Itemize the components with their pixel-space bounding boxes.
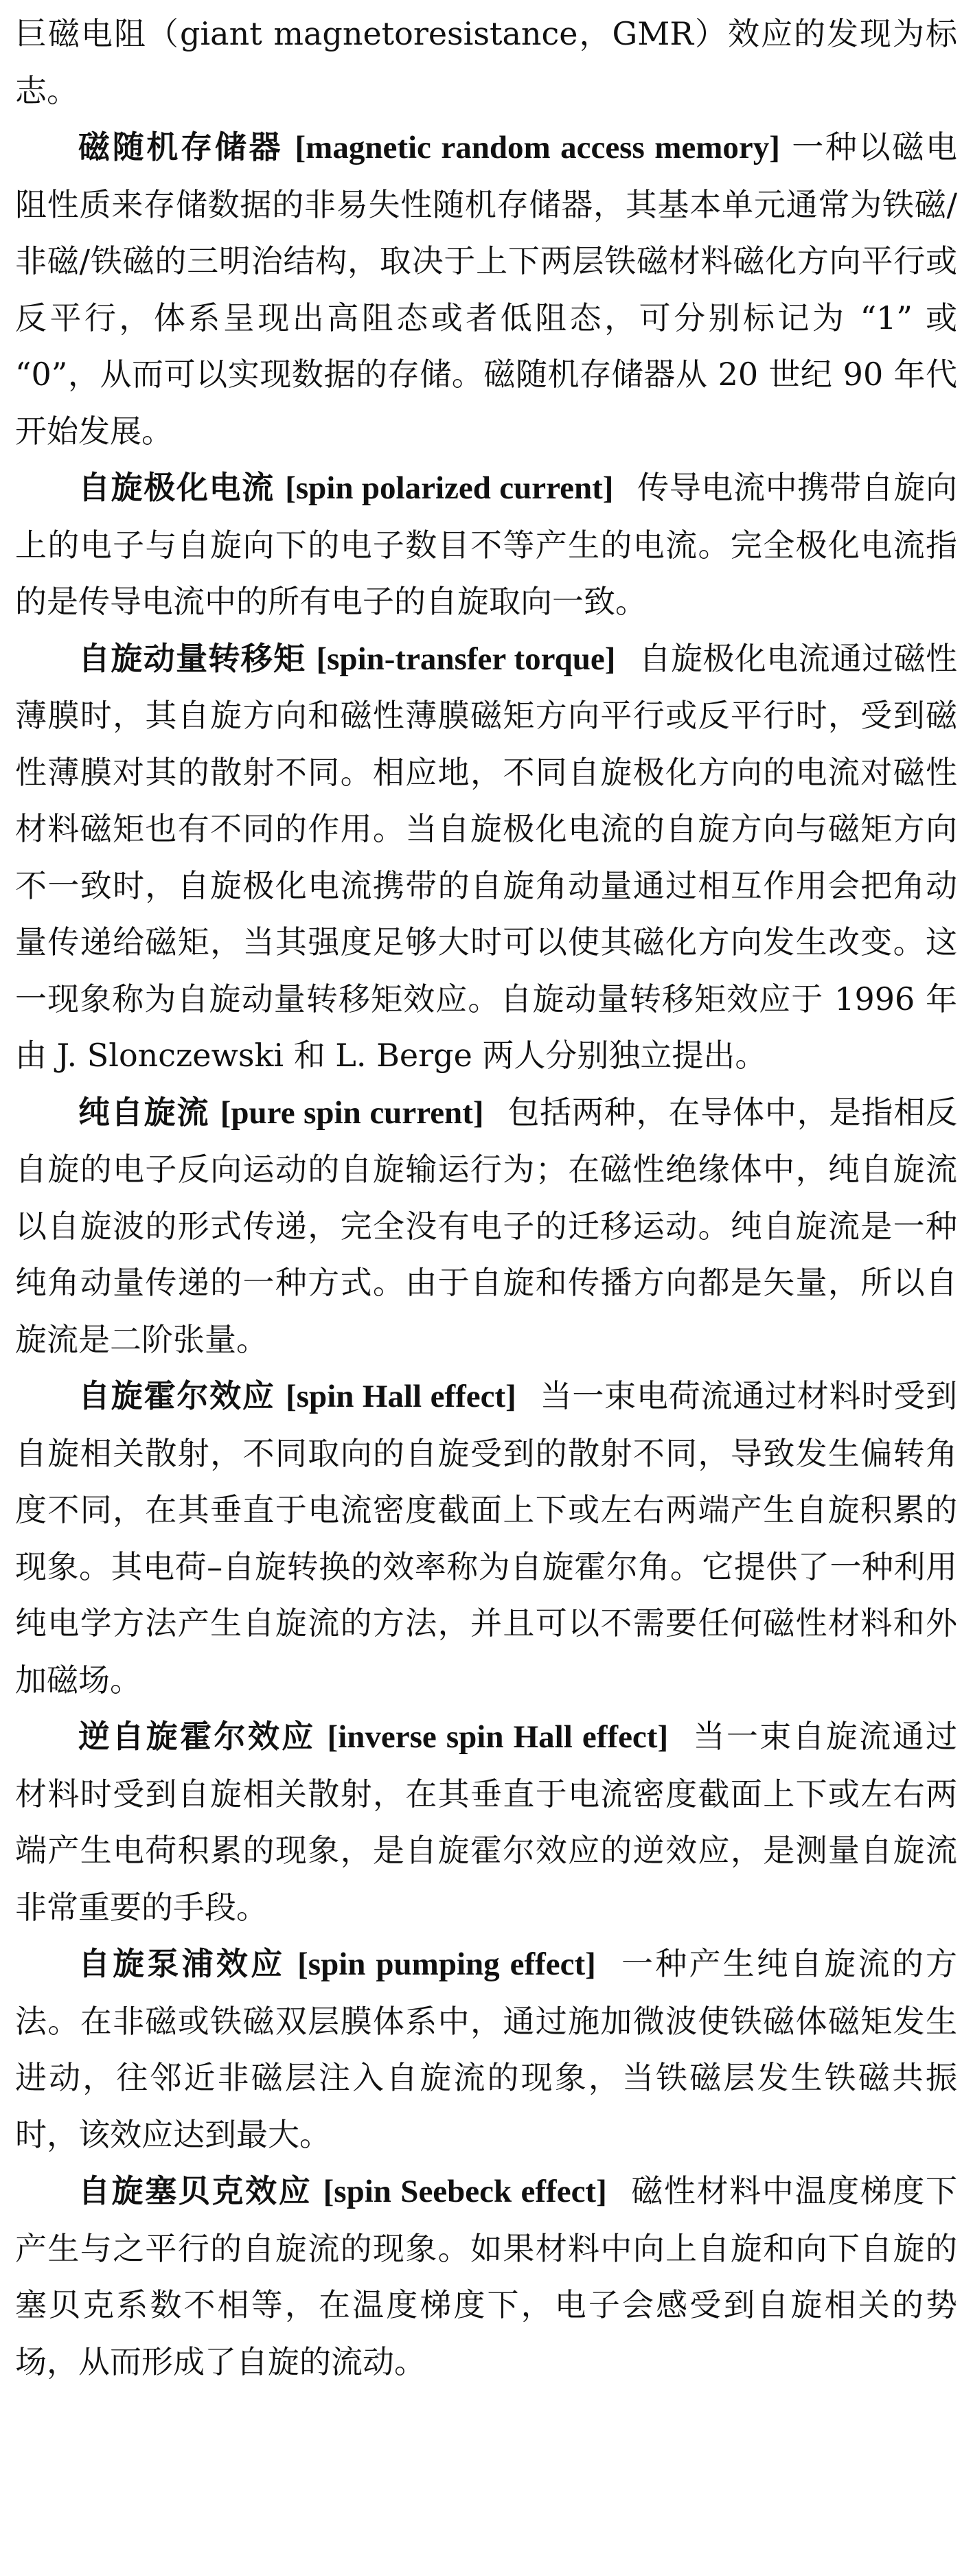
entry-english-term: [pure spin current] xyxy=(220,1094,484,1131)
entry-mram xyxy=(15,119,957,459)
entry-pure-spin-current xyxy=(15,1084,957,1368)
entry-spin-pumping-effect xyxy=(15,1935,957,2163)
entry-term: 自旋极化电流 xyxy=(78,469,275,506)
entry-english-term: [magnetic random access memory] xyxy=(295,130,780,165)
entry-english-term: [spin pumping effect] xyxy=(297,1946,596,1982)
entry-term: 自旋动量转移矩 xyxy=(78,639,306,677)
entry-english-term: [spin polarized current] xyxy=(285,470,614,506)
entry-term: 自旋塞贝克效应 xyxy=(78,2172,312,2209)
entry-english-term: [spin Seebeck effect] xyxy=(323,2174,607,2209)
entry-definition: 磁性材料中温度梯度下产生与之平行的自旋流的现象。如果材料中向上自旋和向下自旋的塞贝克系数不相等，在温度梯度下，电子会感受到自旋相关的势场，从而形成了自旋的流动。 xyxy=(15,2172,958,2380)
entry-definition: 传导电流中携带自旋向上的电子与自旋向下的电子数目不等产生的电流。完全极化电流指的是传导电流中的所有电子的自旋取向一致。 xyxy=(15,469,958,620)
dictionary-page xyxy=(15,5,957,2390)
entry-term: 自旋泵浦效应 xyxy=(78,1945,286,1982)
entry-english-term: [inverse spin Hall effect] xyxy=(327,1719,669,1755)
entry-definition: 一种产生纯自旋流的方法。在非磁或铁磁双层膜体系中，通过施加微波使铁磁体磁矩发生进动，往邻近非磁层注入自旋流的现象，当铁磁层发生铁磁共振时，该效应达到最大。 xyxy=(15,1945,958,2153)
entry-gmr-continuation xyxy=(15,5,957,119)
entry-term: 纯自旋流 xyxy=(78,1093,210,1131)
entry-inverse-spin-hall-effect xyxy=(15,1708,957,1935)
entry-term: 自旋霍尔效应 xyxy=(78,1377,275,1414)
entry-spin-seebeck-effect xyxy=(15,2163,957,2390)
entry-definition: 当一束电荷流通过材料时受到自旋相关散射，不同取向的自旋受到的散射不同，导致发生偏转角度不同，在其垂直于电流密度截面上下或左右两端产生自旋积累的现象。其电荷–自旋转换的效率称为自旋霍尔角。它提供了一种利用纯电学方法产生自旋流的方法，并且可以不需要任何磁性材料和外加磁场。 xyxy=(15,1377,958,1699)
entry-definition: 巨磁电阻（giant magnetoresistance，GMR）效应的发现为标志。 xyxy=(15,15,957,109)
entry-spin-polarized-current xyxy=(15,459,957,630)
entry-spin-hall-effect xyxy=(15,1368,957,1708)
entry-english-term: [spin Hall effect] xyxy=(286,1379,516,1414)
entry-definition: 一种以磁电阻性质来存储数据的非易失性随机存储器，其基本单元通常为铁磁/非磁/铁磁的三明治结构，取决于上下两层铁磁材料磁化方向平行或反平行，体系呈现出高阻态或者低阻态，可分别标记为 “1” 或 “0”，从而可以实现数据的存储。磁随机存储器从 20 世纪 90 年代开始发展。 xyxy=(15,128,958,450)
entry-definition: 当一束自旋流通过材料时受到自旋相关散射，在其垂直于电流密度截面上下或左右两端产生电荷积累的现象，是自旋霍尔效应的逆效应，是测量自旋流非常重要的手段。 xyxy=(15,1718,958,1926)
entry-definition: 自旋极化电流通过磁性薄膜时，其自旋方向和磁性薄膜磁矩方向平行或反平行时，受到磁性薄膜对其的散射不同。相应地，不同自旋极化方向的电流对磁性材料磁矩也有不同的作用。当自旋极化电流的自旋方向与磁矩方向不一致时，自旋极化电流携带的自旋角动量通过相互作用会把角动量传递给磁矩，当其强度足够大时可以使其磁化方向发生改变。这一现象称为自旋动量转移矩效应。自旋动量转移矩效应于 1996 年由 J. Slonczewski 和 L. Berge 两人分别独立提出。 xyxy=(15,639,958,1074)
entry-spin-transfer-torque xyxy=(15,630,957,1084)
entry-term: 逆自旋霍尔效应 xyxy=(78,1718,316,1755)
entry-english-term: [spin-transfer torque] xyxy=(316,641,616,677)
entry-term: 磁随机存储器 xyxy=(78,128,284,165)
entry-definition: 包括两种，在导体中，是指相反自旋的电子反向运动的自旋输运行为；在磁性绝缘体中，纯自旋流以自旋波的形式传递，完全没有电子的迁移运动。纯自旋流是一种纯角动量传递的一种方式。由于自旋和传播方向都是矢量，所以自旋流是二阶张量。 xyxy=(15,1093,958,1358)
